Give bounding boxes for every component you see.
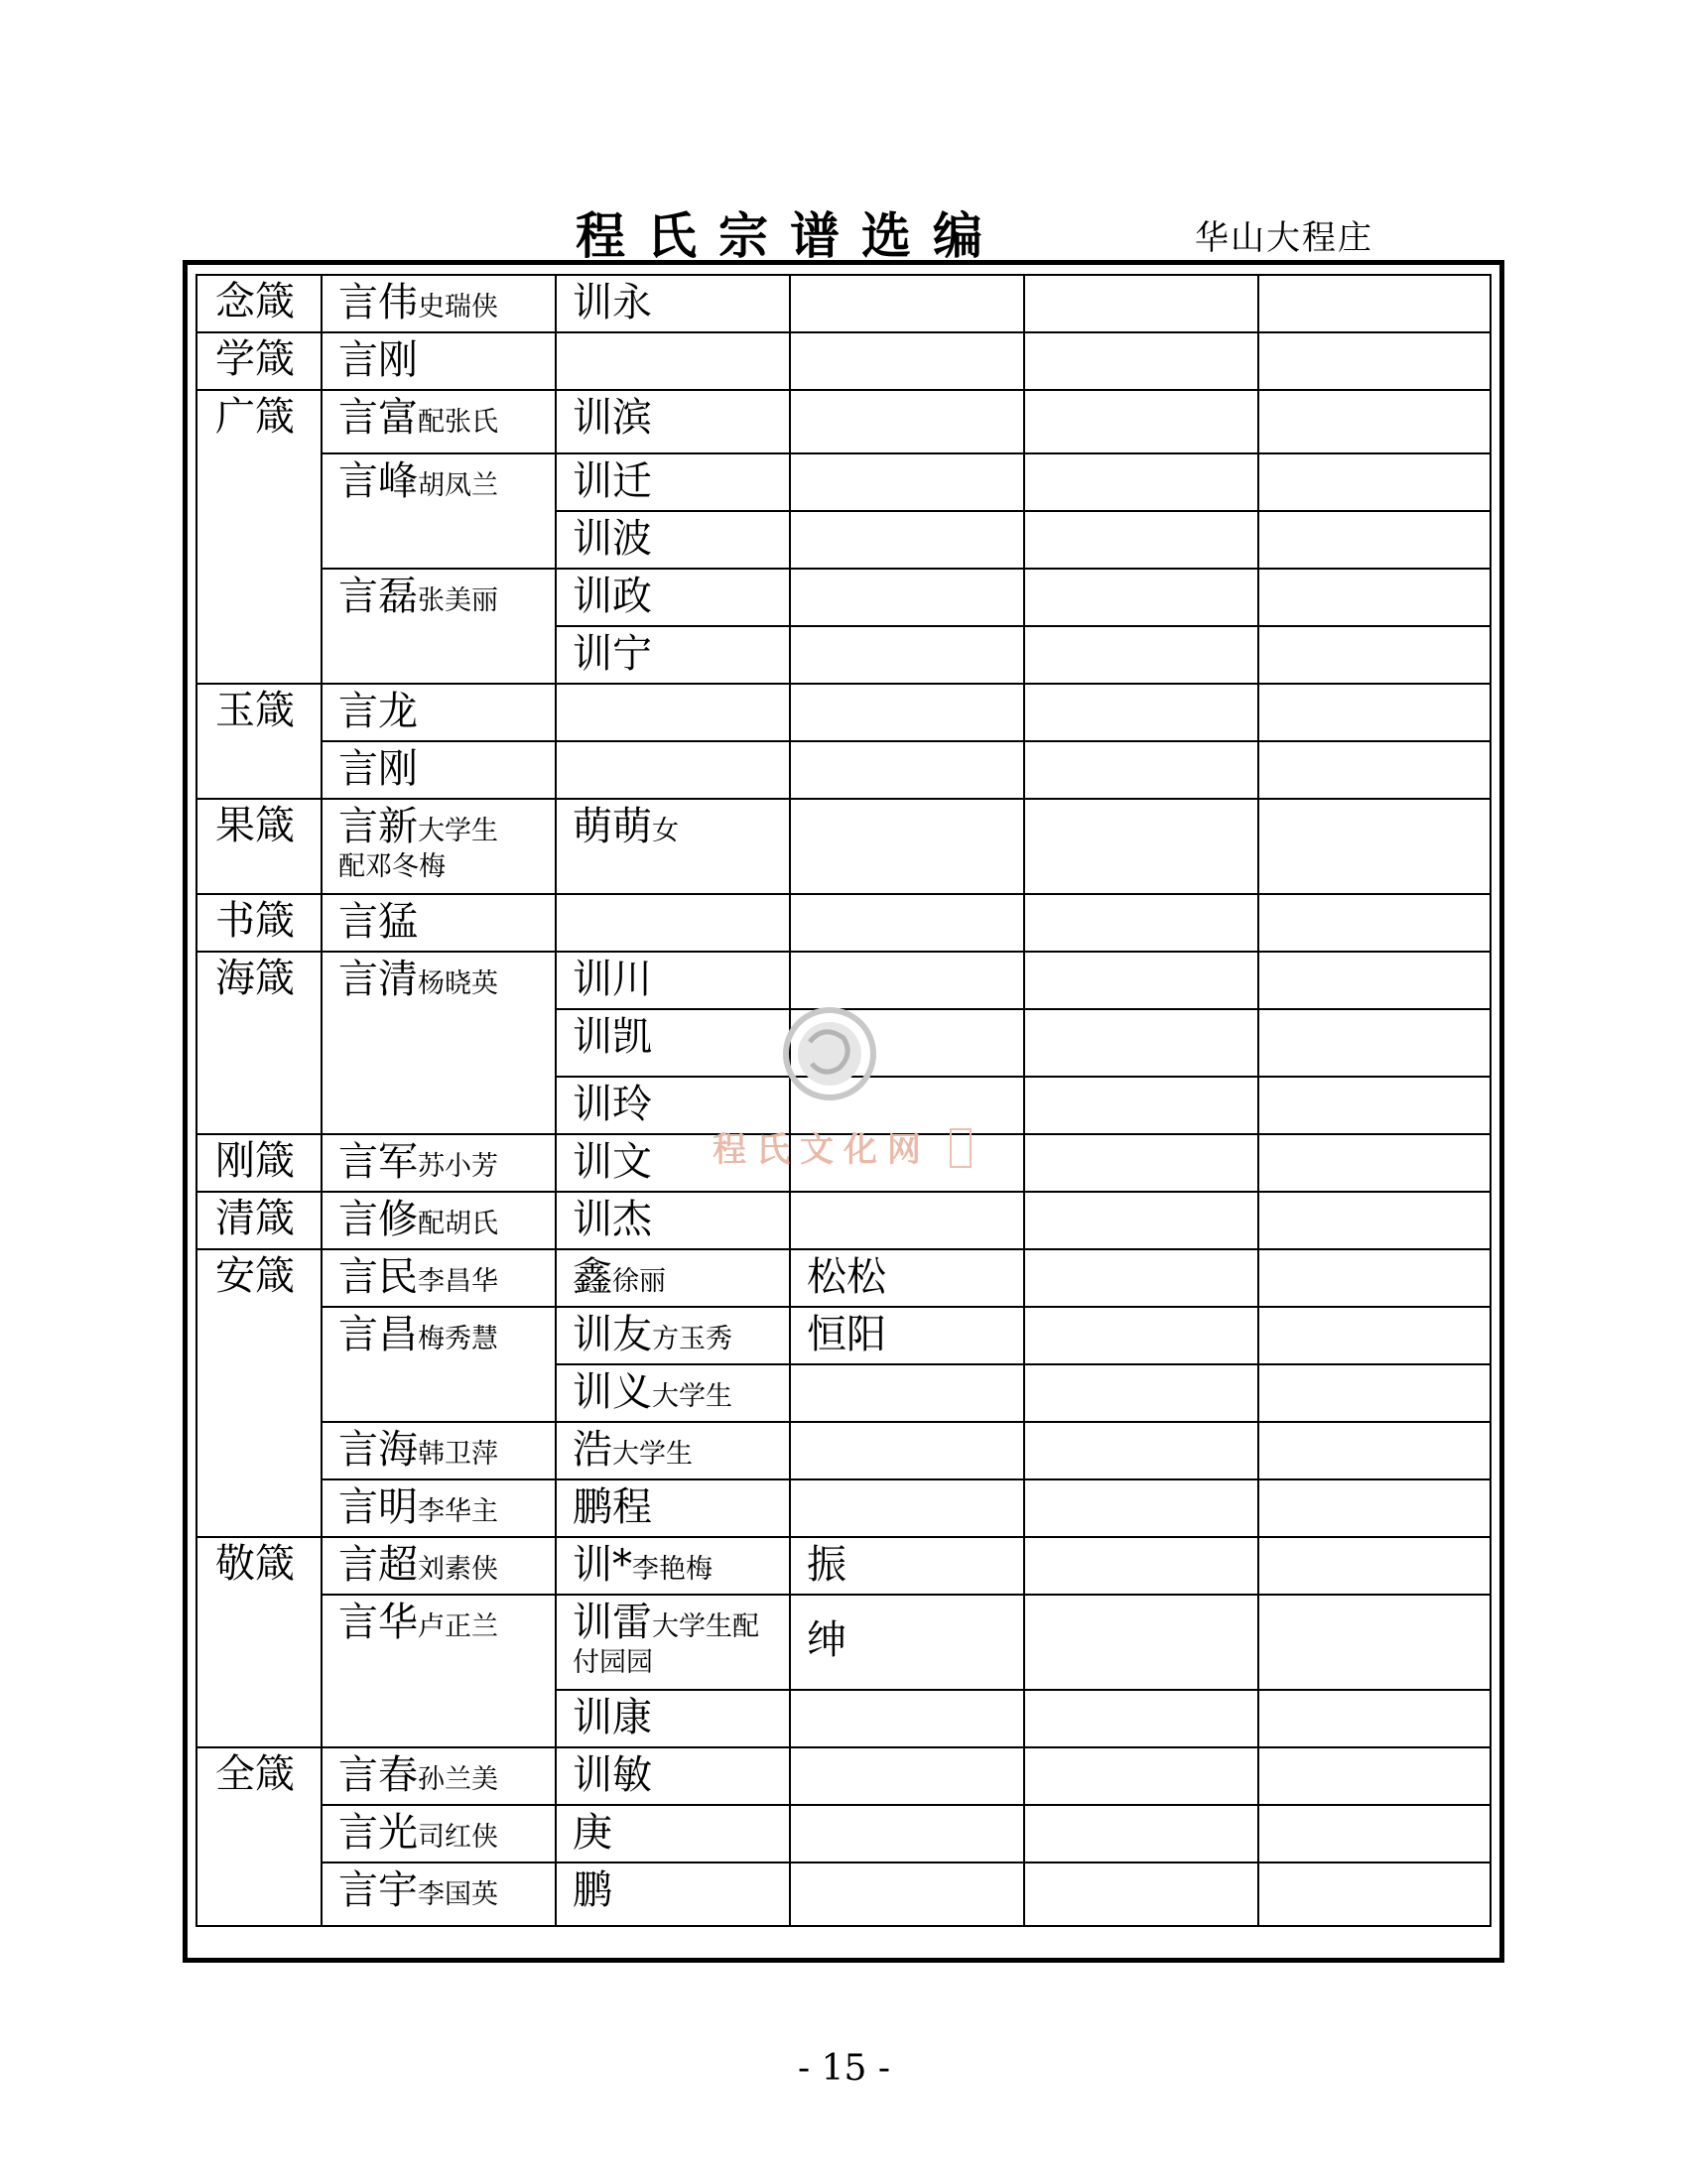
person-spouse-note: 大学生 (418, 816, 498, 846)
person-spouse-note: 胡凤兰 (418, 470, 498, 501)
person-name: 训友 (573, 1312, 652, 1357)
generation-label: 学箴 (215, 336, 295, 382)
person-spouse-note: 李华主 (418, 1496, 498, 1527)
person-name: 训滨 (573, 395, 652, 441)
generation-label: 广箴 (215, 394, 295, 440)
person-name: 训波 (573, 516, 652, 562)
person-spouse-note: 韩卫萍 (418, 1439, 498, 1470)
person-name: 言昌 (338, 1312, 418, 1357)
generation-label: 书箴 (215, 898, 295, 944)
person-name: 训迁 (573, 458, 652, 504)
person-spouse-note: 刘素侠 (418, 1554, 498, 1585)
person-name: 恒阳 (807, 1312, 886, 1357)
person-name: 训文 (573, 1139, 652, 1185)
person-name: 训杰 (573, 1197, 652, 1242)
person-name: 言峰 (338, 458, 418, 504)
person-spouse-note: 张美丽 (418, 585, 498, 616)
person-name: 言刚 (338, 337, 418, 383)
genealogy-table (195, 274, 1492, 1947)
person-spouse-note: 卢正兰 (418, 1611, 498, 1642)
person-name: 言猛 (338, 899, 418, 945)
person-name: 训玲 (573, 1082, 652, 1127)
person-name: 浩 (573, 1427, 612, 1473)
person-spouse-note: 杨晓英 (418, 968, 498, 999)
watermark-text: 程氏文化网 (713, 1130, 931, 1170)
generation-label: 全箴 (215, 1751, 295, 1797)
person-spouse-note: 李国英 (418, 1879, 498, 1910)
person-spouse-note: 配胡氏 (418, 1209, 498, 1239)
person-name: 庚 (573, 1810, 612, 1856)
person-name: 言春 (338, 1752, 418, 1798)
person-name: 言明 (338, 1484, 418, 1530)
person-name: 训川 (573, 957, 652, 1002)
person-name: 言富 (338, 395, 418, 441)
generation-label: 念箴 (215, 279, 295, 324)
person-spouse-note: 配张氏 (418, 407, 498, 438)
page-number: - 15 - (797, 2048, 891, 2089)
person-name: 言龙 (338, 689, 418, 734)
person-name: 鹏程 (573, 1484, 652, 1530)
person-spouse-note: 李昌华 (418, 1266, 498, 1297)
person-name: 言清 (338, 957, 418, 1002)
generation-label: 敬箴 (215, 1541, 295, 1587)
person-spouse-note-line2: 付园园 (573, 1647, 653, 1678)
person-name: 绅 (807, 1617, 846, 1663)
person-name: 言华 (338, 1600, 418, 1645)
person-name: 训宁 (573, 631, 652, 677)
person-spouse-note: 女 (652, 816, 679, 846)
person-name: 言新 (338, 804, 418, 849)
person-name: 训康 (573, 1695, 652, 1740)
page-subtitle: 华山大程庄 (1195, 218, 1373, 258)
person-name: 言宇 (338, 1867, 418, 1913)
person-name: 言伟 (338, 280, 418, 325)
generation-label: 海箴 (215, 956, 295, 1001)
person-name: 言海 (338, 1427, 418, 1473)
table-bottom-border (195, 274, 1492, 1927)
person-spouse-note: 大学生 (652, 1381, 732, 1412)
person-spouse-note: 李艳梅 (632, 1554, 713, 1585)
person-name: 言刚 (338, 746, 418, 792)
page-title: 程氏宗谱选编 (576, 207, 1004, 265)
person-spouse-note: 方玉秀 (652, 1324, 732, 1354)
person-spouse-note: 大学生配 (652, 1611, 759, 1642)
person-name: 训敏 (573, 1752, 652, 1798)
person-name: 松松 (807, 1254, 886, 1300)
person-name: 言修 (338, 1197, 418, 1242)
person-name: 鹏 (573, 1867, 612, 1913)
generation-label: 玉箴 (215, 688, 295, 733)
generation-label: 安箴 (215, 1253, 295, 1299)
person-name: 训政 (573, 574, 652, 619)
person-name: 萌萌 (573, 804, 652, 849)
person-spouse-note: 苏小芳 (418, 1151, 498, 1182)
person-name: 训永 (573, 280, 652, 325)
person-name: 鑫 (573, 1254, 612, 1300)
person-name: 言光 (338, 1810, 418, 1856)
person-name: 振 (807, 1542, 846, 1588)
person-spouse-note: 史瑞侠 (418, 292, 498, 322)
person-spouse-note: 孙兰美 (418, 1764, 498, 1795)
person-name: 言超 (338, 1542, 418, 1588)
person-name: 训* (573, 1542, 632, 1588)
generation-label: 果箴 (215, 803, 295, 848)
person-name: 训义 (573, 1369, 652, 1415)
person-name: 言民 (338, 1254, 418, 1300)
person-spouse-note: 司红侠 (418, 1822, 498, 1853)
person-spouse-note: 梅秀慧 (418, 1324, 498, 1354)
person-name: 训凯 (573, 1014, 652, 1060)
person-name: 言军 (338, 1139, 418, 1185)
person-name: 言磊 (338, 574, 418, 619)
generation-label: 清箴 (215, 1196, 295, 1241)
person-spouse-note-line2: 配邓冬梅 (338, 851, 446, 882)
person-spouse-note: 徐丽 (612, 1266, 666, 1297)
person-name: 训雷 (573, 1600, 652, 1645)
generation-label: 刚箴 (215, 1138, 295, 1184)
person-spouse-note: 大学生 (612, 1439, 693, 1470)
